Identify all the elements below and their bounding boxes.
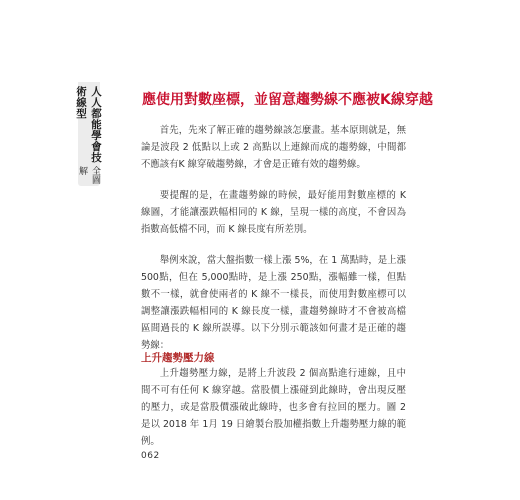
book-subtitle-vertical: 全圖解 xyxy=(77,166,100,185)
body-paragraph-2: 要提醒的是，在畫趨勢線的時候，最好能用對數座標的 K 線圖，才能讓漲跌幅相同的 K 線，呈現一樣的高度，不會因為指數高低檔不同，而 K 線長度有所差別。 xyxy=(141,190,406,235)
body-paragraph-1: 首先，先來了解正確的趨勢線該怎麼畫。基本原則就是，無論是波段 2 低點以上或 2 高點以上連線而成的趨勢線，中間都不應該有K 線穿破趨勢線，才會是正確有效的趨勢線。 xyxy=(141,125,406,170)
subsection-paragraph: 上升趨勢壓力線，是將上升波段 2 個高點進行連線，且中間不可有任何 K 線穿越。當股價上漲碰到此線時，會出現反壓的壓力，或是當股價漲破此線時，也多會有拉回的壓力。圖 2 是以 2018 年 1月 19 日繪製台股加權指數上升趨勢壓力線的範例。 xyxy=(141,368,406,447)
subsection-heading: 上升趨勢壓力線 xyxy=(141,352,215,364)
book-title-vertical: 人人都能學會技術線型 xyxy=(75,86,102,163)
chapter-side-tab xyxy=(75,82,102,186)
page-number: 062 xyxy=(141,451,160,461)
section-heading: 應使用對數座標，並留意趨勢線不應被K線穿越 xyxy=(142,92,433,108)
body-paragraph-3: 舉例來說，當大盤指數一樣上漲 5%，在 1 萬點時，是上漲 500點，但在 5,000點時，是上漲 250點，漲幅雖一樣，但點數不一樣，就會使兩者的 K 線不一樣長，而使用對數座標可以調整讓漲跌幅相同的 K 線長度一樣，畫趨勢線時才不會被高檔區間過長的 K 線所誤導。以下分別示範該如何畫才是正確的趨勢線： xyxy=(141,255,406,351)
